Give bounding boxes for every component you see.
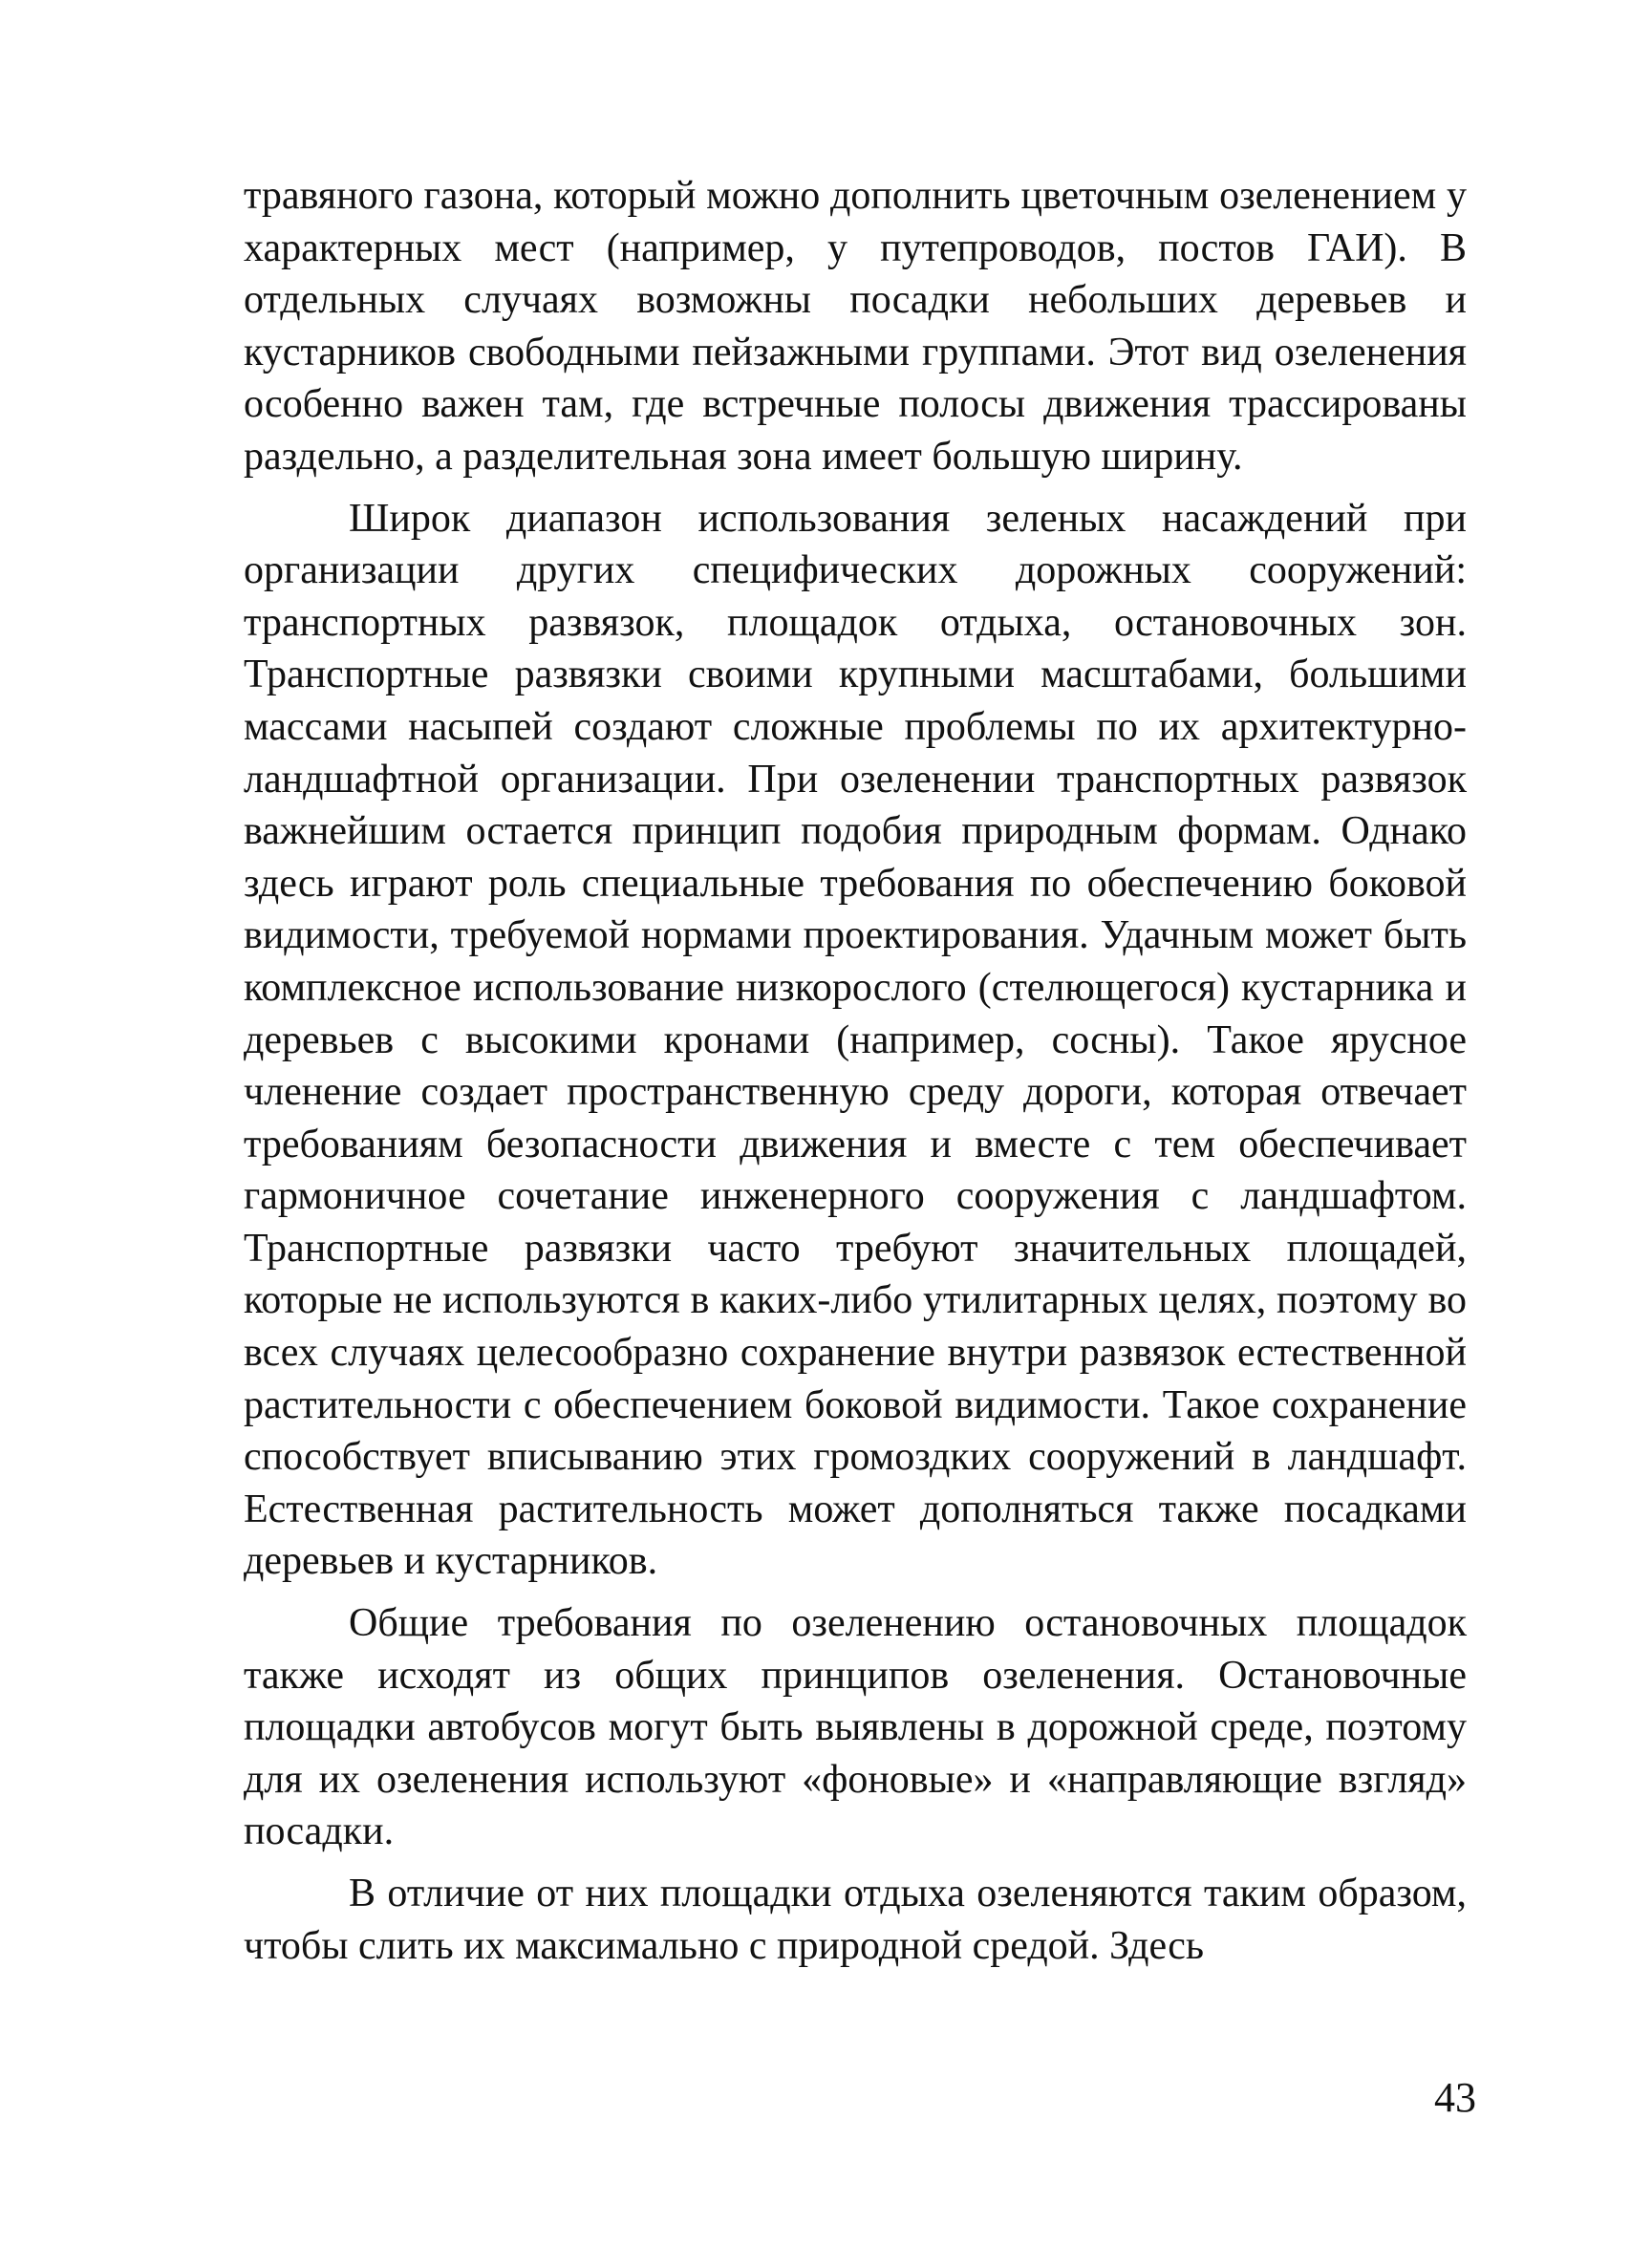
body-text [244, 170, 1467, 1981]
paragraph-2: Широк диапазон использования зеленых насаждений при организации других специфических дорожных сооружений: транспортных развязок, площадок отдыха, остановочных зон. Транспортные развязки своими крупными масштабами, большими массами насыпей создают сложные проблемы по их архитектурно-ландшафтной организации. При озеленении транспортных развязок важнейшим остается принцип подобия природным формам. Однако здесь играют роль специальные требования по обеспечению боковой видимости, требуемой нормами проектирования. Удачным может быть комплексное использование низкорослого (стелющегося) кустарника и деревьев с высокими кронами (например, сосны). Такое ярусное членение создает пространственную среду дороги, которая отвечает требованиям безопасности движения и вместе с тем обеспечивает гармоничное сочетание инженерного сооружения с ландшафтом. Транспортные развязки часто требуют значительных площадей, которые не используются в каких-либо утилитарных целях, поэтому во всех случаях целесообразно сохранение внутри развязок естественной растительности с обеспечением боковой видимости. Такое сохранение способствует вписыванию этих громоздких сооружений в ландшафт. Естественная растительность может дополняться также посадками деревьев и кустарников. [244, 496, 1467, 1584]
paragraph-3: Общие требования по озеленению остановочных площадок также исходят из общих принципов озеленения. Остановочные площадки автобусов могут быть выявлены в дорожной среде, поэтому для их озеленения используют «фоновые» и «направляющие взгляд» посадки. [244, 1601, 1467, 1854]
paragraph-1: травяного газона, который можно дополнить цветочным озеленением у характерных мест (например, у путепроводов, постов ГАИ). В отдельных случаях возможны посадки небольших деревьев и кустарников свободными пейзажными группами. Этот вид озеленения особенно важен там, где встречные полосы движения трассированы раздельно, а разделительная зона имеет большую ширину. [244, 174, 1467, 479]
paragraph-4: В отличие от них площадки отдыха озеленяются таким образом, чтобы слить их максимально с природной средой. Здесь [244, 1872, 1467, 1968]
page-number: 43 [1434, 2074, 1476, 2121]
